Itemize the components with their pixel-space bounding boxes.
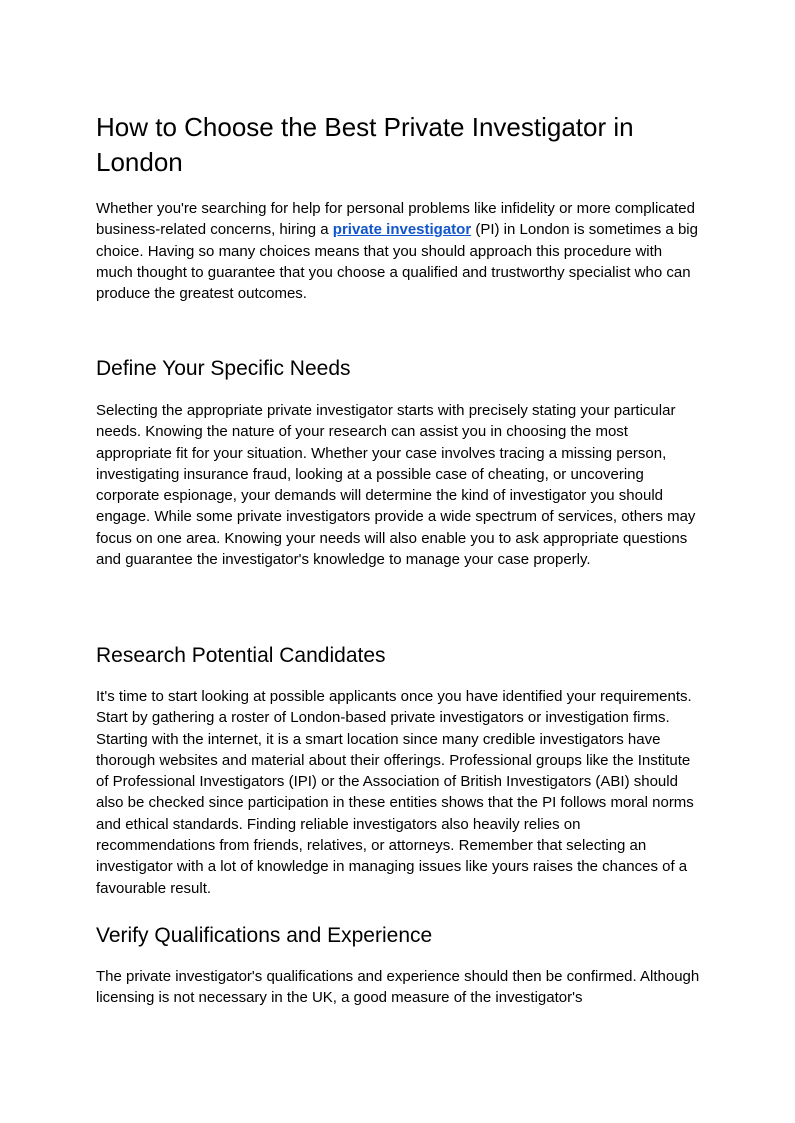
section-heading-define-needs: Define Your Specific Needs (96, 357, 351, 380)
intro-paragraph (96, 198, 700, 304)
intro-text-after-link: (PI) in London is sometimes a big choice. Having so many choices means that you should approach this procedure with much thought to guarantee that you choose a qualified and trustworthy specialist who can produce the greatest outcomes. (96, 221, 698, 303)
section-body-research-candidates: It's time to start looking at possible applicants once you have identified your requirements. Start by gathering a roster of London-based private investigators or investigation firms. Starting with the internet, it is a smart location since many credible investigators have thorough websites and material about their offerings. Professional groups like the Institute of Professional Investigators (IPI) or the Association of British Investigators (ABI) should also be checked since participation in these entities shows that the PI follows moral norms and ethical standards. Finding reliable investigators also heavily relies on recommendations from friends, relatives, or attorneys. Remember that selecting an investigator with a lot of knowledge in managing issues like yours raises the chances of a favourable result. (96, 688, 694, 897)
intro-text-before-link: Whether you're searching for help for personal problems like infidelity or more complicated business-related concerns, hiring a (96, 200, 695, 239)
section-heading-research-candidates: Research Potential Candidates (96, 644, 386, 667)
section-body-define-needs: Selecting the appropriate private investigator starts with precisely stating your particular needs. Knowing the nature of your research can assist you in choosing the most appropriate fit for your situation. Whether your case involves tracing a missing person, investigating insurance fraud, looking at a possible case of cheating, or uncovering corporate espionage, your demands will determine the kind of investigator you should engage. While some private investigators provide a wide spectrum of services, others may focus on one area. Knowing your needs will also enable you to ask appropriate questions and guarantee the investigator's knowledge to manage your case properly. (96, 402, 696, 569)
section-heading-verify-qualifications: Verify Qualifications and Experience (96, 924, 433, 947)
section-body-verify-qualifications: The private investigator's qualifications and experience should then be confirmed. Although licensing is not necessary in the UK, a good measure of the investigator's (96, 968, 700, 1007)
private-investigator-link[interactable]: private investigator (332, 221, 472, 239)
page-title: How to Choose the Best Private Investigator in London (96, 112, 634, 177)
